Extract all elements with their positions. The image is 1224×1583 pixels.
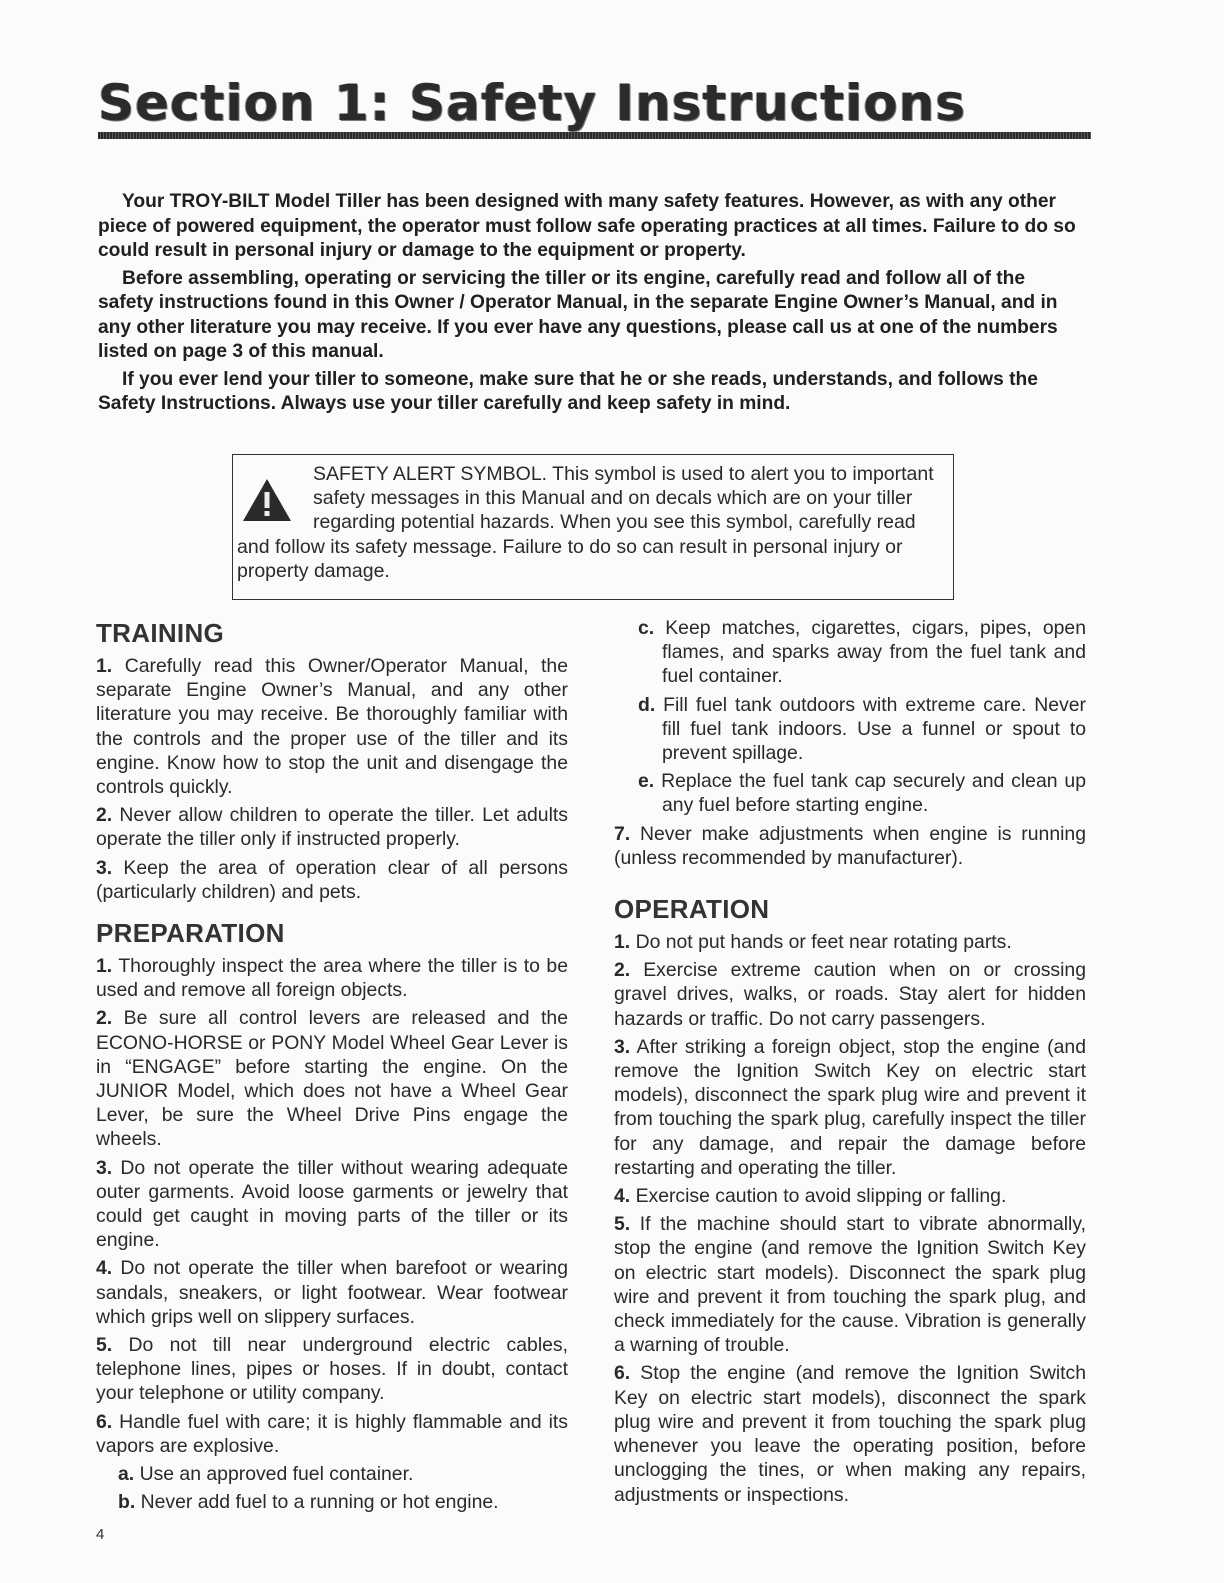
list-item: 6. Handle fuel with care; it is highly flammable and its vapors are explosive. [96, 1410, 568, 1457]
list-subitem: e. Replace the fuel tank cap securely and clean up any fuel before starting engine. [638, 770, 1087, 817]
section-title-preparation: PREPARATION [96, 918, 285, 949]
intro-paragraph: If you ever lend your tiller to someone, make sure that he or she reads, understands, and follows the Safety Instructions. Always use your tiller carefully and keep safety in mind. [98, 368, 1038, 414]
section-title-operation: OPERATION [614, 894, 770, 925]
list-item: 4. Exercise caution to avoid slipping or falling. [614, 1185, 1007, 1208]
intro-paragraph: Your TROY-BILT Model Tiller has been designed with many safety features. However, as with any other piece of powered equipment, the operator must follow safe operating practices at all times. Failure to do so could result in personal injury or damage to the equipment or property. [98, 191, 1076, 261]
list-item: 5. Do not till near underground electric cables, telephone lines, pipes or hoses. If in doubt, contact your telephone or utility company. [96, 1334, 568, 1405]
list-item: 6. Stop the engine (and remove the Ignition Switch Key on electric start models), disconnect the spark plug wire and prevent it from touching the spark plug whenever you leave the operating position, before unclogging the tines, or when making any repairs, adjustments or inspections. [614, 1362, 1086, 1506]
page-title: Section 1: Safety Instructions [98, 74, 966, 132]
intro-text [98, 190, 1083, 420]
title-rule [98, 132, 1091, 139]
list-subitem: b. Never add fuel to a running or hot engine. [118, 1491, 499, 1514]
list-subitem: a. Use an approved fuel container. [118, 1463, 414, 1486]
list-item: 1. Thoroughly inspect the area where the tiller is to be used and remove all foreign objects. [96, 955, 568, 1002]
list-item: 7. Never make adjustments when engine is running (unless recommended by manufacturer). [614, 822, 1086, 869]
list-subitem: d. Fill fuel tank outdoors with extreme care. Never fill fuel tank indoors. Use a funnel or spout to prevent spillage. [638, 693, 1087, 765]
list-item: 1. Carefully read this Owner/Operator Manual, the separate Engine Owner’s Manual, and any other literature you may receive. Be thoroughly familiar with the controls and the proper use of the tiller and its engine. Know how to stop the unit and disengage the controls quickly. [96, 655, 568, 799]
list-item: 2. Exercise extreme caution when on or crossing gravel drives, walks, or roads. Stay alert for hidden hazards or traffic. Do not carry passengers. [614, 959, 1086, 1030]
section-title-training: TRAINING [96, 618, 225, 648]
intro-paragraph: Before assembling, operating or servicing the tiller or its engine, carefully read and follow all of the safety instructions found in this Owner / Operator Manual, in the separate Engine Owner’s Manual, and in any other literature you may receive. If you ever have any questions, please call us at one of the numbers listed on page 3 of this manual. [98, 267, 1058, 362]
list-item: 3. After striking a foreign object, stop the engine (and remove the Ignition Switch Key on electric start models), disconnect the spark plug wire and prevent it from touching the spark plug, carefully inspect the tiller for any damage, and repair the damage before restarting and operating the tiller. [614, 1035, 1086, 1179]
list-item: 4. Do not operate the tiller when barefoot or wearing sandals, sneakers, or light footwear. Wear footwear which grips well on slippery surfaces. [96, 1257, 568, 1328]
page-number: 4 [96, 1526, 105, 1543]
list-item: 5. If the machine should start to vibrate abnormally, stop the engine (and remove the Ignition Switch Key on electric start models). Disconnect the spark plug wire and prevent it from touching the spark plug, and check immediately for the cause. Vibration is generally a warning of trouble. [614, 1213, 1087, 1357]
list-item: 3. Keep the area of operation clear of all persons (particularly children) and pets. [96, 856, 569, 903]
safety-alert-box [232, 454, 954, 600]
list-item: 2. Never allow children to operate the tiller. Let adults operate the tiller only if instructed properly. [96, 804, 568, 851]
list-item: 1. Do not put hands or feet near rotating parts. [614, 931, 1012, 954]
right-column [614, 616, 1086, 1511]
alert-text: SAFETY ALERT SYMBOL. This symbol is used to alert you to important safety messages in this Manual and on decals which are on your tiller regarding potential hazards. When you see this symbol, carefully read and follow its safety message. Failure to do so can result in personal injury or property damage. [237, 463, 934, 582]
list-item: 2. Be sure all control levers are released and the ECONO-HORSE or PONY Model Wheel Gear Lever is in “ENGAGE” before starting the engine. On the JUNIOR Model, which does not have a Wheel Gear Lever, be sure the Wheel Drive Pins engage the wheels. [96, 1007, 568, 1151]
left-column [96, 616, 568, 1519]
list-subitem: c. Keep matches, cigarettes, cigars, pipes, open flames, and sparks away from the fuel tank and fuel container. [638, 617, 1086, 688]
list-item: 3. Do not operate the tiller without wearing adequate outer garments. Avoid loose garments or jewelry that could get caught in moving parts of the tiller or its engine. [96, 1156, 568, 1252]
